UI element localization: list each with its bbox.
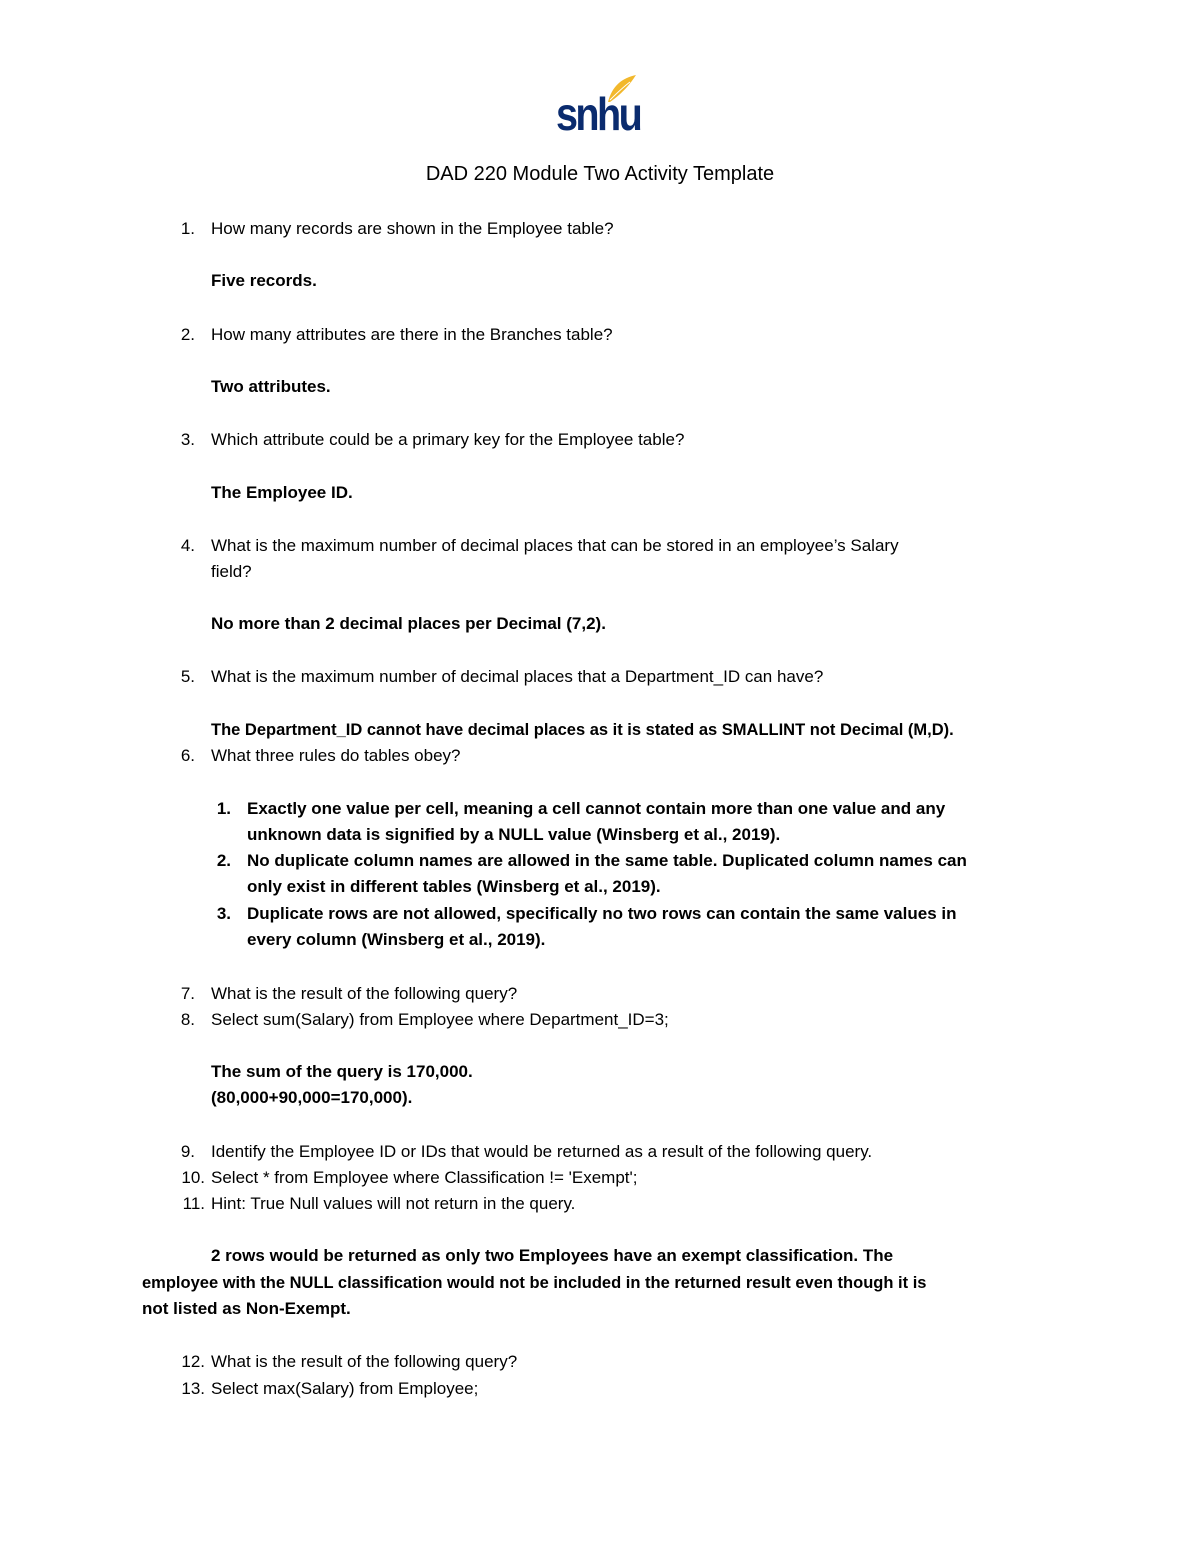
question-text-continued: field?	[211, 562, 252, 581]
question-text: What is the maximum number of decimal places that a Department_ID can have?	[211, 667, 824, 686]
question-text: How many records are shown in the Employee table?	[211, 219, 614, 238]
rule-number: 3.	[216, 904, 231, 923]
item-number: 7.	[180, 984, 195, 1003]
rule-text: Duplicate rows are not allowed, specifically no two rows can contain the same values in	[247, 904, 957, 923]
answer-text: The sum of the query is 170,000.	[211, 1062, 473, 1081]
answer-text-continued: not listed as Non-Exempt.	[142, 1299, 351, 1318]
answer-text: The Employee ID.	[211, 483, 353, 502]
question-text: Select * from Employee where Classification != 'Exempt';	[211, 1168, 638, 1187]
item-number: 2.	[180, 325, 195, 344]
question-text: Which attribute could be a primary key for the Employee table?	[211, 430, 685, 449]
answer-text: No more than 2 decimal places per Decimal (7,2).	[211, 614, 606, 633]
question-text: Select max(Salary) from Employee;	[211, 1379, 479, 1398]
item-number: 8.	[180, 1010, 195, 1029]
rule-text: No duplicate column names are allowed in the same table. Duplicated column names can	[247, 851, 967, 870]
question-text: What is the result of the following query?	[211, 1352, 518, 1371]
item-number: 5.	[180, 667, 195, 686]
answer-text-continued: employee with the NULL classification would not be included in the returned result even though it is	[142, 1274, 927, 1292]
item-number: 12.	[181, 1352, 205, 1371]
answer-text-continued: (80,000+90,000=170,000).	[211, 1088, 413, 1107]
rule-text-continued: unknown data is signified by a NULL value (Winsberg et al., 2019).	[247, 825, 781, 844]
question-text: What is the maximum number of decimal places that can be stored in an employee’s Salary	[211, 536, 899, 555]
answer-text: The Department_ID cannot have decimal places as it is stated as SMALLINT not Decimal (M,D).	[211, 721, 954, 739]
question-text: Hint: True Null values will not return in the query.	[211, 1194, 576, 1213]
rule-number: 1.	[216, 799, 231, 818]
question-text: Identify the Employee ID or IDs that would be returned as a result of the following query.	[211, 1142, 873, 1161]
item-number: 10.	[181, 1168, 205, 1187]
question-text: How many attributes are there in the Branches table?	[211, 325, 613, 344]
item-number: 13.	[181, 1379, 205, 1398]
snhu-logo	[550, 72, 650, 140]
rule-text-continued: every column (Winsberg et al., 2019).	[247, 930, 546, 949]
item-number: 9.	[180, 1142, 195, 1161]
answer-text: Five records.	[211, 271, 317, 290]
item-number: 1.	[180, 219, 195, 238]
item-number: 6.	[180, 746, 195, 765]
question-text: What three rules do tables obey?	[211, 746, 461, 765]
item-number: 11.	[182, 1194, 205, 1213]
answer-text: 2 rows would be returned as only two Employees have an exempt classification. The	[211, 1246, 894, 1265]
page-title: DAD 220 Module Two Activity Template	[425, 163, 775, 185]
item-number: 3.	[180, 430, 195, 449]
answer-text: Two attributes.	[211, 377, 331, 396]
question-text: What is the result of the following query?	[211, 984, 518, 1003]
question-text: Select sum(Salary) from Employee where Department_ID=3;	[211, 1010, 669, 1029]
item-number: 4.	[180, 536, 195, 555]
rule-number: 2.	[216, 851, 231, 870]
rule-text-continued: only exist in different tables (Winsberg et al., 2019).	[247, 877, 661, 896]
logo-text: snhu	[556, 88, 641, 140]
rule-text: Exactly one value per cell, meaning a cell cannot contain more than one value and any	[247, 799, 946, 818]
